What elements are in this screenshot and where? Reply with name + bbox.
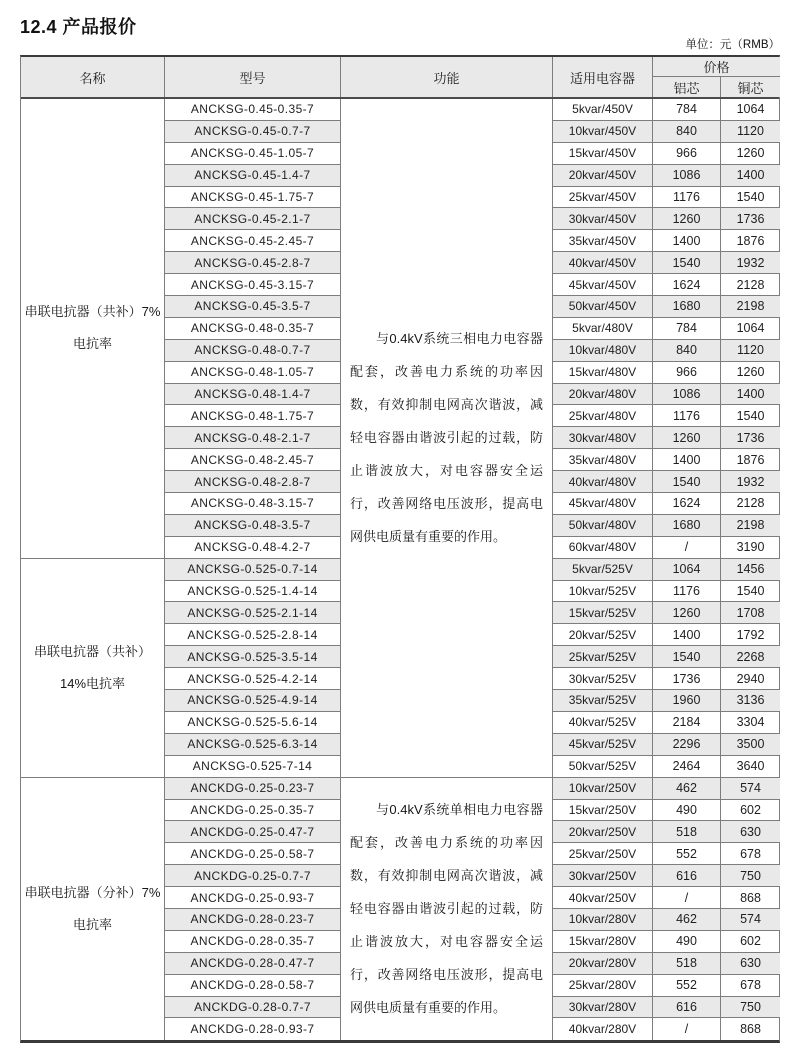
price-aluminum-cell: 966 — [653, 362, 721, 384]
price-copper-cell: 602 — [721, 800, 780, 822]
model-cell: ANCKSG-0.45-2.45-7 — [165, 230, 341, 252]
capacitor-cell: 10kvar/525V — [553, 581, 653, 603]
group-name-line: 电抗率 — [72, 336, 112, 352]
model-cell: ANCKSG-0.525-4.9-14 — [165, 690, 341, 712]
col-header-function: 功能 — [341, 57, 553, 97]
capacitor-cell: 15kvar/280V — [553, 931, 653, 953]
col-header-price: 价格 — [653, 57, 780, 77]
model-cell: ANCKDG-0.25-0.47-7 — [165, 821, 341, 843]
model-cell: ANCKSG-0.45-0.35-7 — [165, 99, 341, 121]
price-copper-cell: 3304 — [721, 712, 780, 734]
capacitor-cell: 35kvar/480V — [553, 449, 653, 471]
group-name-line: 电抗率 — [72, 916, 112, 932]
price-aluminum-cell: 1064 — [653, 559, 721, 581]
capacitor-cell: 20kvar/280V — [553, 953, 653, 975]
model-cell: ANCKSG-0.525-2.1-14 — [165, 602, 341, 624]
model-cell: ANCKSG-0.48-3.15-7 — [165, 493, 341, 515]
price-aluminum-cell: 616 — [653, 997, 721, 1019]
group-name-cell — [21, 778, 165, 1041]
capacitor-cell: 5kvar/525V — [553, 559, 653, 581]
price-aluminum-cell: 1176 — [653, 187, 721, 209]
group-name-cell — [21, 99, 165, 559]
price-copper-cell: 602 — [721, 931, 780, 953]
price-aluminum-cell: 1400 — [653, 449, 721, 471]
product-pricing-table — [20, 55, 780, 1043]
model-cell: ANCKDG-0.25-0.7-7 — [165, 865, 341, 887]
price-copper-cell: 1736 — [721, 427, 780, 449]
price-aluminum-cell: 1176 — [653, 581, 721, 603]
model-cell: ANCKSG-0.525-5.6-14 — [165, 712, 341, 734]
capacitor-cell: 50kvar/525V — [553, 756, 653, 778]
capacitor-cell: 35kvar/525V — [553, 690, 653, 712]
model-cell: ANCKSG-0.48-4.2-7 — [165, 537, 341, 559]
col-header-model: 型号 — [165, 57, 341, 97]
model-cell: ANCKSG-0.525-0.7-14 — [165, 559, 341, 581]
function-description-text: 与0.4kV系统三相电力电容器配套，改善电力系统的功率因数，有效抑制电网高次谐波，减轻电容器由谐波引起的过载，防止谐波放大，对电容器安全运行，改善网络电压波形，提高电网供电质量有重要的作用。 — [350, 331, 543, 545]
price-aluminum-cell: / — [653, 537, 721, 559]
group-name-cell — [21, 559, 165, 778]
model-cell: ANCKSG-0.45-3.5-7 — [165, 296, 341, 318]
capacitor-cell: 15kvar/250V — [553, 800, 653, 822]
price-copper-cell: 2128 — [721, 493, 780, 515]
price-copper-cell: 1540 — [721, 405, 780, 427]
capacitor-cell: 10kvar/280V — [553, 909, 653, 931]
price-aluminum-cell: 840 — [653, 121, 721, 143]
price-aluminum-cell: 1260 — [653, 208, 721, 230]
price-aluminum-cell: 552 — [653, 975, 721, 997]
capacitor-cell: 45kvar/450V — [553, 274, 653, 296]
price-aluminum-cell: 462 — [653, 778, 721, 800]
model-cell: ANCKSG-0.48-0.35-7 — [165, 318, 341, 340]
price-aluminum-cell: 1540 — [653, 252, 721, 274]
capacitor-cell: 5kvar/480V — [553, 318, 653, 340]
model-cell: ANCKDG-0.28-0.35-7 — [165, 931, 341, 953]
price-copper-cell: 1400 — [721, 384, 780, 406]
price-copper-cell: 868 — [721, 887, 780, 909]
model-cell: ANCKSG-0.525-3.5-14 — [165, 646, 341, 668]
model-cell: ANCKSG-0.45-2.8-7 — [165, 252, 341, 274]
price-copper-cell: 678 — [721, 843, 780, 865]
capacitor-cell: 40kvar/525V — [553, 712, 653, 734]
price-aluminum-cell: 1680 — [653, 515, 721, 537]
price-aluminum-cell: 966 — [653, 143, 721, 165]
capacitor-cell: 25kvar/450V — [553, 187, 653, 209]
price-copper-cell: 1400 — [721, 165, 780, 187]
capacitor-cell: 45kvar/525V — [553, 734, 653, 756]
price-aluminum-cell: 616 — [653, 865, 721, 887]
price-aluminum-cell: 1736 — [653, 668, 721, 690]
capacitor-cell: 40kvar/280V — [553, 1018, 653, 1040]
capacitor-cell: 30kvar/480V — [553, 427, 653, 449]
price-copper-cell: 1932 — [721, 471, 780, 493]
price-copper-cell: 1736 — [721, 208, 780, 230]
price-copper-cell: 678 — [721, 975, 780, 997]
capacitor-cell: 10kvar/480V — [553, 340, 653, 362]
capacitor-cell: 20kvar/450V — [553, 165, 653, 187]
price-copper-cell: 1260 — [721, 362, 780, 384]
price-aluminum-cell: 1260 — [653, 602, 721, 624]
price-copper-cell: 1456 — [721, 559, 780, 581]
price-copper-cell: 3190 — [721, 537, 780, 559]
price-aluminum-cell: / — [653, 1018, 721, 1040]
price-copper-cell: 1064 — [721, 318, 780, 340]
price-copper-cell: 1120 — [721, 340, 780, 362]
model-cell: ANCKDG-0.25-0.35-7 — [165, 800, 341, 822]
price-copper-cell: 574 — [721, 909, 780, 931]
capacitor-cell: 35kvar/450V — [553, 230, 653, 252]
price-aluminum-cell: 1086 — [653, 384, 721, 406]
price-copper-cell: 1876 — [721, 449, 780, 471]
capacitor-cell: 40kvar/480V — [553, 471, 653, 493]
price-copper-cell: 1540 — [721, 581, 780, 603]
group-name-line: 串联电抗器（共补） — [33, 643, 151, 659]
price-aluminum-cell: 1624 — [653, 493, 721, 515]
col-header-aluminum-core: 铝芯 — [653, 77, 721, 97]
model-cell: ANCKSG-0.525-2.8-14 — [165, 624, 341, 646]
model-cell: ANCKSG-0.48-1.05-7 — [165, 362, 341, 384]
price-aluminum-cell: 784 — [653, 318, 721, 340]
group-name-line: 串联电抗器（分补）7% — [24, 884, 161, 900]
price-copper-cell: 1876 — [721, 230, 780, 252]
price-aluminum-cell: 1960 — [653, 690, 721, 712]
price-aluminum-cell: 1086 — [653, 165, 721, 187]
price-copper-cell: 574 — [721, 778, 780, 800]
model-cell: ANCKSG-0.45-2.1-7 — [165, 208, 341, 230]
price-copper-cell: 3640 — [721, 756, 780, 778]
price-aluminum-cell: 1400 — [653, 230, 721, 252]
price-copper-cell: 630 — [721, 821, 780, 843]
price-aluminum-cell: 1260 — [653, 427, 721, 449]
capacitor-cell: 30kvar/280V — [553, 997, 653, 1019]
price-aluminum-cell: 1540 — [653, 471, 721, 493]
model-cell: ANCKSG-0.48-1.75-7 — [165, 405, 341, 427]
capacitor-cell: 25kvar/480V — [553, 405, 653, 427]
capacitor-cell: 25kvar/525V — [553, 646, 653, 668]
price-aluminum-cell: 552 — [653, 843, 721, 865]
model-cell: ANCKSG-0.48-3.5-7 — [165, 515, 341, 537]
capacitor-cell: 30kvar/250V — [553, 865, 653, 887]
col-header-capacitor: 适用电容器 — [553, 57, 653, 97]
model-cell: ANCKDG-0.28-0.93-7 — [165, 1018, 341, 1040]
price-aluminum-cell: 1400 — [653, 624, 721, 646]
group-name-line: 串联电抗器（共补）7% — [24, 304, 161, 320]
price-aluminum-cell: 840 — [653, 340, 721, 362]
capacitor-cell: 5kvar/450V — [553, 99, 653, 121]
capacitor-cell: 10kvar/250V — [553, 778, 653, 800]
function-description-cell — [341, 99, 553, 778]
capacitor-cell: 60kvar/480V — [553, 537, 653, 559]
capacitor-cell: 50kvar/450V — [553, 296, 653, 318]
function-description-cell — [341, 778, 553, 1041]
price-aluminum-cell: 2184 — [653, 712, 721, 734]
capacitor-cell: 40kvar/450V — [553, 252, 653, 274]
model-cell: ANCKSG-0.45-3.15-7 — [165, 274, 341, 296]
price-aluminum-cell: 1176 — [653, 405, 721, 427]
price-aluminum-cell: / — [653, 887, 721, 909]
capacitor-cell: 25kvar/250V — [553, 843, 653, 865]
model-cell: ANCKDG-0.25-0.58-7 — [165, 843, 341, 865]
price-aluminum-cell: 2296 — [653, 734, 721, 756]
capacitor-cell: 20kvar/480V — [553, 384, 653, 406]
capacitor-cell: 50kvar/480V — [553, 515, 653, 537]
model-cell: ANCKSG-0.45-1.4-7 — [165, 165, 341, 187]
model-cell: ANCKSG-0.48-2.8-7 — [165, 471, 341, 493]
capacitor-cell: 20kvar/525V — [553, 624, 653, 646]
function-description-text: 与0.4kV系统单相电力电容器配套，改善电力系统的功率因数，有效抑制电网高次谐波，减轻电容器由谐波引起的过载，防止谐波放大，对电容器安全运行，改善网络电压波形，提高电网供电质量有重要的作用。 — [350, 802, 543, 1016]
capacitor-cell: 20kvar/250V — [553, 821, 653, 843]
capacitor-cell: 15kvar/525V — [553, 602, 653, 624]
model-cell: ANCKDG-0.25-0.93-7 — [165, 887, 341, 909]
price-copper-cell: 1540 — [721, 187, 780, 209]
price-aluminum-cell: 1680 — [653, 296, 721, 318]
model-cell: ANCKSG-0.525-4.2-14 — [165, 668, 341, 690]
price-aluminum-cell: 2464 — [653, 756, 721, 778]
price-aluminum-cell: 1540 — [653, 646, 721, 668]
price-aluminum-cell: 518 — [653, 821, 721, 843]
col-header-copper-core: 铜芯 — [721, 77, 780, 97]
price-aluminum-cell: 490 — [653, 931, 721, 953]
price-copper-cell: 868 — [740, 1022, 761, 1037]
price-copper-cell: 1120 — [721, 121, 780, 143]
capacitor-cell: 15kvar/450V — [553, 143, 653, 165]
model-cell: ANCKSG-0.45-0.7-7 — [165, 121, 341, 143]
price-copper-cell: 1792 — [721, 624, 780, 646]
price-copper-cell: 630 — [721, 953, 780, 975]
model-cell: ANCKSG-0.525-6.3-14 — [165, 734, 341, 756]
model-cell: ANCKDG-0.28-0.58-7 — [165, 975, 341, 997]
price-aluminum-cell: 490 — [653, 800, 721, 822]
price-copper-cell: 2198 — [721, 296, 780, 318]
capacitor-cell: 10kvar/450V — [553, 121, 653, 143]
capacitor-cell: 15kvar/480V — [553, 362, 653, 384]
model-cell: ANCKDG-0.25-0.23-7 — [165, 778, 341, 800]
capacitor-cell: 25kvar/280V — [553, 975, 653, 997]
model-cell: ANCKDG-0.28-0.7-7 — [165, 997, 341, 1019]
price-aluminum-cell: 518 — [653, 953, 721, 975]
price-copper-cell: 1260 — [721, 143, 780, 165]
group-name-line: 14%电抗率 — [59, 675, 126, 691]
capacitor-cell: 30kvar/450V — [553, 208, 653, 230]
price-copper-cell: 750 — [721, 997, 780, 1019]
capacitor-cell: 30kvar/525V — [553, 668, 653, 690]
price-copper-cell: 1064 — [721, 99, 780, 121]
model-cell: ANCKSG-0.48-2.45-7 — [165, 449, 341, 471]
capacitor-cell: 45kvar/480V — [553, 493, 653, 515]
model-cell: ANCKSG-0.45-1.75-7 — [165, 187, 341, 209]
page-title: 12.4 产品报价 — [20, 17, 137, 37]
col-header-name: 名称 — [21, 57, 165, 97]
table-header — [21, 57, 779, 99]
model-cell: ANCKDG-0.28-0.23-7 — [165, 909, 341, 931]
capacitor-cell: 40kvar/250V — [553, 887, 653, 909]
model-cell: ANCKSG-0.48-1.4-7 — [165, 384, 341, 406]
price-copper-cell: 2268 — [721, 646, 780, 668]
price-aluminum-cell: 784 — [653, 99, 721, 121]
price-aluminum-cell: 1624 — [653, 274, 721, 296]
price-copper-cell: 3500 — [721, 734, 780, 756]
model-cell: ANCKSG-0.48-0.7-7 — [165, 340, 341, 362]
price-aluminum-cell: 462 — [653, 909, 721, 931]
unit-label: 单位：元（RMB） — [685, 39, 780, 51]
table-body — [21, 99, 779, 1040]
price-copper-cell: 2940 — [721, 668, 780, 690]
model-cell: ANCKSG-0.525-7-14 — [165, 756, 341, 778]
model-cell: ANCKSG-0.45-1.05-7 — [165, 143, 341, 165]
price-copper-cell: 1932 — [721, 252, 780, 274]
price-copper-cell: 1708 — [721, 602, 780, 624]
price-copper-cell: 2198 — [721, 515, 780, 537]
price-copper-cell: 2128 — [721, 274, 780, 296]
price-copper-cell: 3136 — [721, 690, 780, 712]
model-cell: ANCKSG-0.48-2.1-7 — [165, 427, 341, 449]
price-copper-cell: 750 — [721, 865, 780, 887]
model-cell: ANCKSG-0.525-1.4-14 — [165, 581, 341, 603]
model-cell: ANCKDG-0.28-0.47-7 — [165, 953, 341, 975]
